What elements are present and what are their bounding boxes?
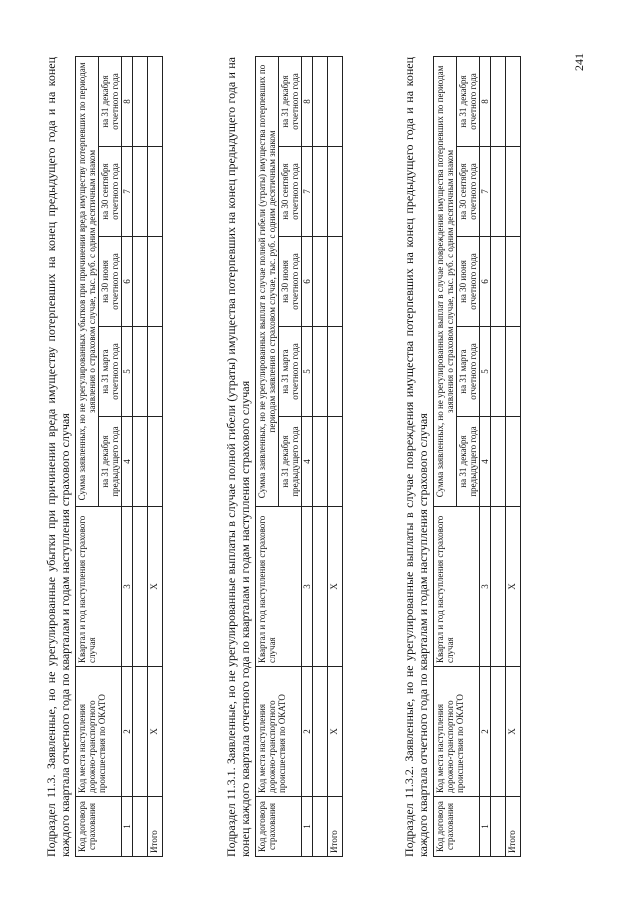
empty-cell (506, 147, 521, 237)
column-number: 4 (480, 417, 491, 507)
empty-cell (491, 417, 506, 507)
column-number: 4 (302, 417, 313, 507)
empty-cell (148, 56, 163, 146)
column-number: 4 (122, 417, 133, 507)
column-number: 2 (480, 667, 491, 797)
column-number: 6 (480, 237, 491, 327)
header-period: на 31 марта отчетного года (99, 327, 122, 417)
empty-cell (313, 507, 328, 667)
column-number: 6 (302, 237, 313, 327)
section-11-3-2 (402, 57, 521, 857)
x-mark: X (506, 667, 521, 797)
header-period: на 31 марта отчетного года (279, 327, 302, 417)
empty-cell (328, 237, 343, 327)
empty-cell (491, 797, 506, 857)
header-period: на 30 сентября отчетного года (99, 147, 122, 237)
empty-cell (148, 237, 163, 327)
total-row (506, 56, 521, 856)
empty-cell (313, 417, 328, 507)
column-number: 2 (302, 667, 313, 797)
empty-cell (133, 417, 148, 507)
empty-cell (148, 327, 163, 417)
column-number: 5 (302, 327, 313, 417)
empty-cell (328, 147, 343, 237)
column-number: 7 (302, 147, 313, 237)
empty-cell (133, 797, 148, 857)
header-amount-group: Сумма заявленных, но не урегулированных убытков при причинении вреда имуществу потерпевших по периодам заявления о страховом случае, тыс. руб. с одним десятичным знаком (76, 56, 99, 506)
header-amount-group: Сумма заявленных, но не урегулированных выплат в случае полной гибели (утраты) имущества потерпевших по периодам заявления о страховом случае, тыс. руб. с одним десятичным знаком (256, 56, 279, 506)
column-number: 1 (302, 797, 313, 857)
empty-cell (328, 56, 343, 146)
x-mark: X (148, 507, 163, 667)
data-table (433, 56, 521, 857)
header-period: на 31 декабря отчетного года (99, 56, 122, 146)
header-period: на 31 декабря предыдущего года (99, 417, 122, 507)
header-okato-code: Код места наступления дорожно-транспортного происшествия по ОКАТО (434, 667, 480, 797)
header-quarter-year: Квартал и год наступления страхового случая (76, 507, 122, 667)
x-mark: X (148, 667, 163, 797)
total-label: Итого (148, 797, 163, 857)
empty-cell (313, 237, 328, 327)
column-number: 7 (480, 147, 491, 237)
section-title: Подраздел 11.3. Заявленные, но не урегулированные убытки при причинении вреда имуществу потерпевших на конец предыдущего года и на конец каждого квартала отчетного года по кварталам и годам наступления страхового случая (44, 57, 72, 857)
header-quarter-year: Квартал и год наступления страхового случая (434, 507, 480, 667)
total-row (148, 56, 163, 856)
column-number-row (302, 56, 313, 856)
column-number: 6 (122, 237, 133, 327)
x-mark: X (506, 507, 521, 667)
empty-cell (313, 667, 328, 797)
x-mark: X (328, 667, 343, 797)
empty-cell (506, 417, 521, 507)
column-number: 1 (480, 797, 491, 857)
empty-cell (148, 417, 163, 507)
empty-cell (491, 507, 506, 667)
header-period: на 30 сентября отчетного года (457, 147, 480, 237)
x-mark: X (328, 507, 343, 667)
header-period: на 31 декабря предыдущего года (457, 417, 480, 507)
header-period: на 30 июня отчетного года (279, 237, 302, 327)
empty-cell (313, 797, 328, 857)
header-quarter-year: Квартал и год наступления страхового случая (256, 507, 302, 667)
empty-cell (491, 56, 506, 146)
section-title: Подраздел 11.3.2. Заявленные, но не урегулированные выплаты в случае повреждения имущества потерпевших на конец предыдущего года и на конец каждого квартала отчетного года по кварталам и годам наступления страхового случая (402, 57, 430, 857)
column-number: 1 (122, 797, 133, 857)
column-number-row (480, 56, 491, 856)
empty-cell (133, 237, 148, 327)
header-okato-code: Код места наступления дорожно-транспортного происшествия по ОКАТО (256, 667, 302, 797)
header-period: на 30 июня отчетного года (457, 237, 480, 327)
empty-cell (313, 147, 328, 237)
header-period: на 30 сентября отчетного года (279, 147, 302, 237)
section-11-3-1 (224, 57, 343, 857)
header-amount-group: Сумма заявленных, но не урегулированных выплат в случае повреждения имущества потерпевших по периодам заявления о страховом случае, тыс. руб. с одним десятичным знаком (434, 56, 457, 506)
total-label: Итого (506, 797, 521, 857)
column-number-row (122, 56, 133, 856)
column-number: 5 (480, 327, 491, 417)
empty-cell (491, 147, 506, 237)
header-period: на 31 декабря отчетного года (279, 56, 302, 146)
empty-cell (491, 237, 506, 327)
column-number: 8 (302, 56, 313, 146)
empty-cell (328, 417, 343, 507)
data-table (75, 56, 163, 857)
header-period: на 31 декабря отчетного года (457, 56, 480, 146)
empty-cell (313, 56, 328, 146)
empty-data-row (133, 56, 148, 856)
empty-cell (133, 147, 148, 237)
empty-data-row (313, 56, 328, 856)
total-label: Итого (328, 797, 343, 857)
empty-cell (133, 327, 148, 417)
header-period: на 31 декабря предыдущего года (279, 417, 302, 507)
header-period: на 30 июня отчетного года (99, 237, 122, 327)
column-number: 8 (480, 56, 491, 146)
empty-cell (148, 147, 163, 237)
header-contract-code: Код договора страхования (434, 797, 480, 857)
column-number: 8 (122, 56, 133, 146)
empty-cell (133, 507, 148, 667)
empty-cell (133, 56, 148, 146)
empty-cell (506, 237, 521, 327)
column-number: 3 (122, 507, 133, 667)
header-contract-code: Код договора страхования (76, 797, 122, 857)
section-11-3 (44, 57, 163, 857)
data-table (255, 56, 343, 857)
column-number: 3 (302, 507, 313, 667)
column-number: 7 (122, 147, 133, 237)
empty-cell (506, 327, 521, 417)
header-period: на 31 марта отчетного года (457, 327, 480, 417)
empty-cell (313, 327, 328, 417)
section-title: Подраздел 11.3.1. Заявленные, но не урегулированные выплаты в случае полной гибели (утраты) имущества потерпевших на конец предыдущего года и на конец каждого квартала отчетного года по кварталам и годам наступления страхового случая (224, 57, 252, 857)
empty-cell (506, 56, 521, 146)
header-contract-code: Код договора страхования (256, 797, 302, 857)
total-row (328, 56, 343, 856)
column-number: 3 (480, 507, 491, 667)
page-number: 241 (572, 53, 586, 71)
column-number: 2 (122, 667, 133, 797)
empty-cell (328, 327, 343, 417)
empty-data-row (491, 56, 506, 856)
empty-cell (491, 327, 506, 417)
empty-cell (133, 667, 148, 797)
column-number: 5 (122, 327, 133, 417)
header-okato-code: Код места наступления дорожно-транспортного происшествия по ОКАТО (76, 667, 122, 797)
empty-cell (491, 667, 506, 797)
